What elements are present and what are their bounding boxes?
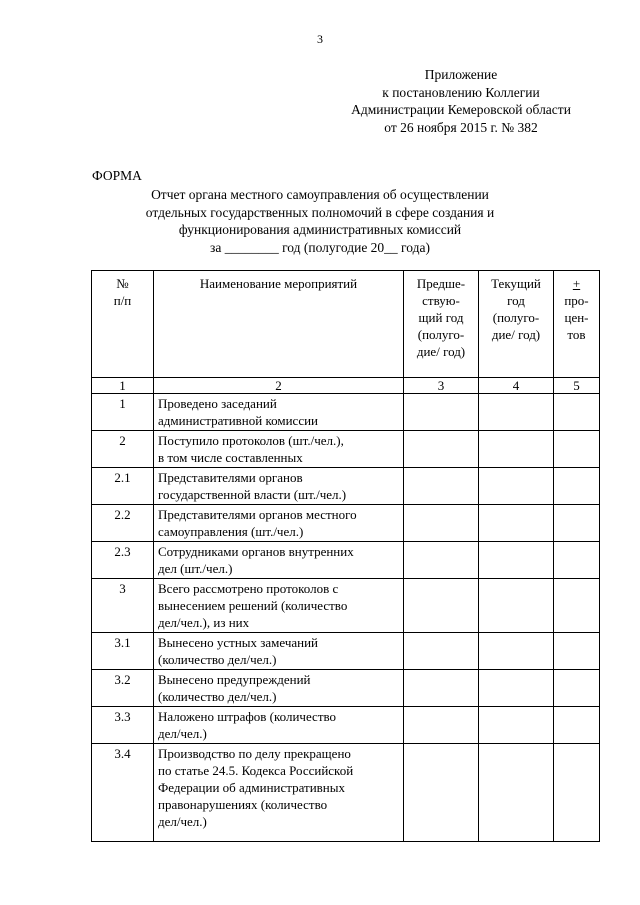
report-table xyxy=(91,270,600,842)
activity-line: вынесением решений (количество xyxy=(158,598,348,613)
activity-line: Наложено штрафов (количество xyxy=(158,709,337,724)
activity-line: государственной власти (шт./чел.) xyxy=(158,487,347,502)
appendix-block xyxy=(330,66,592,136)
percent-cell[interactable] xyxy=(554,633,600,670)
row-activity-name xyxy=(154,670,404,707)
current-year-cell[interactable] xyxy=(479,707,554,744)
column-number-row xyxy=(92,378,600,394)
prev-year-cell[interactable] xyxy=(404,394,479,431)
header-line: год xyxy=(507,293,525,308)
percent-cell[interactable] xyxy=(554,579,600,633)
header-line: Текущий xyxy=(491,276,541,291)
prev-year-cell[interactable] xyxy=(404,670,479,707)
column-number: 3 xyxy=(404,378,479,394)
header-prev-year xyxy=(404,271,479,378)
prev-year-cell[interactable] xyxy=(404,707,479,744)
appendix-line: от 26 ноября 2015 г. № 382 xyxy=(384,119,538,135)
row-number: 2 xyxy=(92,431,154,468)
activity-line: Представителями органов xyxy=(158,470,303,485)
table-row xyxy=(92,670,600,707)
activity-line: Производство по делу прекращено xyxy=(158,746,351,761)
header-line: про- xyxy=(564,293,589,308)
table-row xyxy=(92,579,600,633)
header-line: п/п xyxy=(113,293,132,308)
current-year-cell[interactable] xyxy=(479,542,554,579)
row-activity-name xyxy=(154,744,404,842)
appendix-line: Администрации Кемеровской области xyxy=(351,102,571,117)
plus-minus-sign: + xyxy=(572,276,581,291)
appendix-line: Приложение xyxy=(424,67,498,82)
percent-cell[interactable] xyxy=(554,542,600,579)
header-row xyxy=(92,271,600,378)
header-line: дие/ год) xyxy=(491,327,541,342)
report-title xyxy=(100,186,540,256)
header-name: Наименование мероприятий xyxy=(154,271,404,378)
percent-cell[interactable] xyxy=(554,707,600,744)
row-activity-name xyxy=(154,431,404,468)
prev-year-cell[interactable] xyxy=(404,744,479,842)
row-activity-name xyxy=(154,542,404,579)
row-activity-name xyxy=(154,468,404,505)
activity-line: административной комиссии xyxy=(158,413,319,428)
column-number: 5 xyxy=(554,378,600,394)
row-number: 1 xyxy=(92,394,154,431)
column-number: 1 xyxy=(92,378,154,394)
percent-cell[interactable] xyxy=(554,744,600,842)
header-current-year xyxy=(479,271,554,378)
prev-year-cell[interactable] xyxy=(404,579,479,633)
header-line: дие/ год) xyxy=(416,344,466,359)
table-body xyxy=(92,394,600,842)
current-year-cell[interactable] xyxy=(479,744,554,842)
percent-cell[interactable] xyxy=(554,468,600,505)
current-year-cell[interactable] xyxy=(479,394,554,431)
row-number: 3.3 xyxy=(92,707,154,744)
table-row xyxy=(92,468,600,505)
current-year-cell[interactable] xyxy=(479,505,554,542)
header-line: тов xyxy=(567,327,586,342)
title-line: отдельных государственных полномочий в сфере создания и xyxy=(145,204,495,220)
column-number: 2 xyxy=(154,378,404,394)
activity-line: Представителями органов местного xyxy=(158,507,357,522)
row-activity-name xyxy=(154,707,404,744)
row-number: 2.2 xyxy=(92,505,154,542)
activity-line: самоуправления (шт./чел.) xyxy=(158,524,304,539)
current-year-cell[interactable] xyxy=(479,579,554,633)
header-num xyxy=(92,271,154,378)
header-line: ствую- xyxy=(422,293,460,308)
row-number: 3.1 xyxy=(92,633,154,670)
header-percent xyxy=(554,271,600,378)
header-line: № xyxy=(116,276,129,291)
row-activity-name xyxy=(154,579,404,633)
activity-line: по статье 24.5. Кодекса Российской xyxy=(158,763,354,778)
current-year-cell[interactable] xyxy=(479,431,554,468)
table-row xyxy=(92,633,600,670)
prev-year-cell[interactable] xyxy=(404,505,479,542)
row-number: 2.1 xyxy=(92,468,154,505)
row-activity-name xyxy=(154,394,404,431)
column-number: 4 xyxy=(479,378,554,394)
table-row xyxy=(92,394,600,431)
table-row xyxy=(92,505,600,542)
header-line: щий год xyxy=(418,310,464,325)
percent-cell[interactable] xyxy=(554,394,600,431)
table-row xyxy=(92,707,600,744)
title-line: функционирования административных комиссий xyxy=(178,222,462,237)
activity-line: дел/чел.) xyxy=(158,814,207,829)
activity-line: Вынесено предупреждений xyxy=(158,672,311,687)
current-year-cell[interactable] xyxy=(479,468,554,505)
row-number: 3.4 xyxy=(92,744,154,842)
table-row xyxy=(92,744,600,842)
activity-line: Вынесено устных замечаний xyxy=(158,635,319,650)
percent-cell[interactable] xyxy=(554,670,600,707)
activity-line: Поступило протоколов (шт./чел.), xyxy=(158,433,344,448)
activity-line: (количество дел/чел.) xyxy=(158,689,277,704)
page-number: 3 xyxy=(317,32,323,46)
header-line: цен- xyxy=(564,310,589,325)
title-line: Отчет органа местного самоуправления об осуществлении xyxy=(151,187,489,202)
header-line: (полуго- xyxy=(492,310,540,325)
activity-line: Сотрудниками органов внутренних xyxy=(158,544,354,559)
row-activity-name xyxy=(154,633,404,670)
header-line: Предше- xyxy=(416,276,466,291)
current-year-cell[interactable] xyxy=(479,633,554,670)
prev-year-cell[interactable] xyxy=(404,542,479,579)
title-line: за ________ год (полугодие 20__ года) xyxy=(210,239,430,255)
row-activity-name xyxy=(154,505,404,542)
activity-line: в том числе составленных xyxy=(158,450,303,465)
activity-line: (количество дел/чел.) xyxy=(158,652,277,667)
form-label: ФОРМА xyxy=(92,168,142,183)
percent-cell[interactable] xyxy=(554,505,600,542)
row-number: 3.2 xyxy=(92,670,154,707)
prev-year-cell[interactable] xyxy=(404,468,479,505)
activity-line: Всего рассмотрено протоколов с xyxy=(158,581,339,596)
activity-line: Федерации об административных xyxy=(158,780,346,795)
percent-cell[interactable] xyxy=(554,431,600,468)
activity-line: дел/чел.) xyxy=(158,726,207,741)
row-number: 2.3 xyxy=(92,542,154,579)
appendix-line: к постановлению Коллегии xyxy=(382,84,540,100)
current-year-cell[interactable] xyxy=(479,670,554,707)
header-line: (полуго- xyxy=(417,327,465,342)
table-row xyxy=(92,542,600,579)
activity-line: дел/чел.), из них xyxy=(158,615,250,630)
prev-year-cell[interactable] xyxy=(404,633,479,670)
activity-line: дел (шт./чел.) xyxy=(158,561,233,576)
activity-line: правонарушениях (количество xyxy=(158,797,328,812)
table-row xyxy=(92,431,600,468)
activity-line: Проведено заседаний xyxy=(158,396,277,411)
row-number: 3 xyxy=(92,579,154,633)
prev-year-cell[interactable] xyxy=(404,431,479,468)
